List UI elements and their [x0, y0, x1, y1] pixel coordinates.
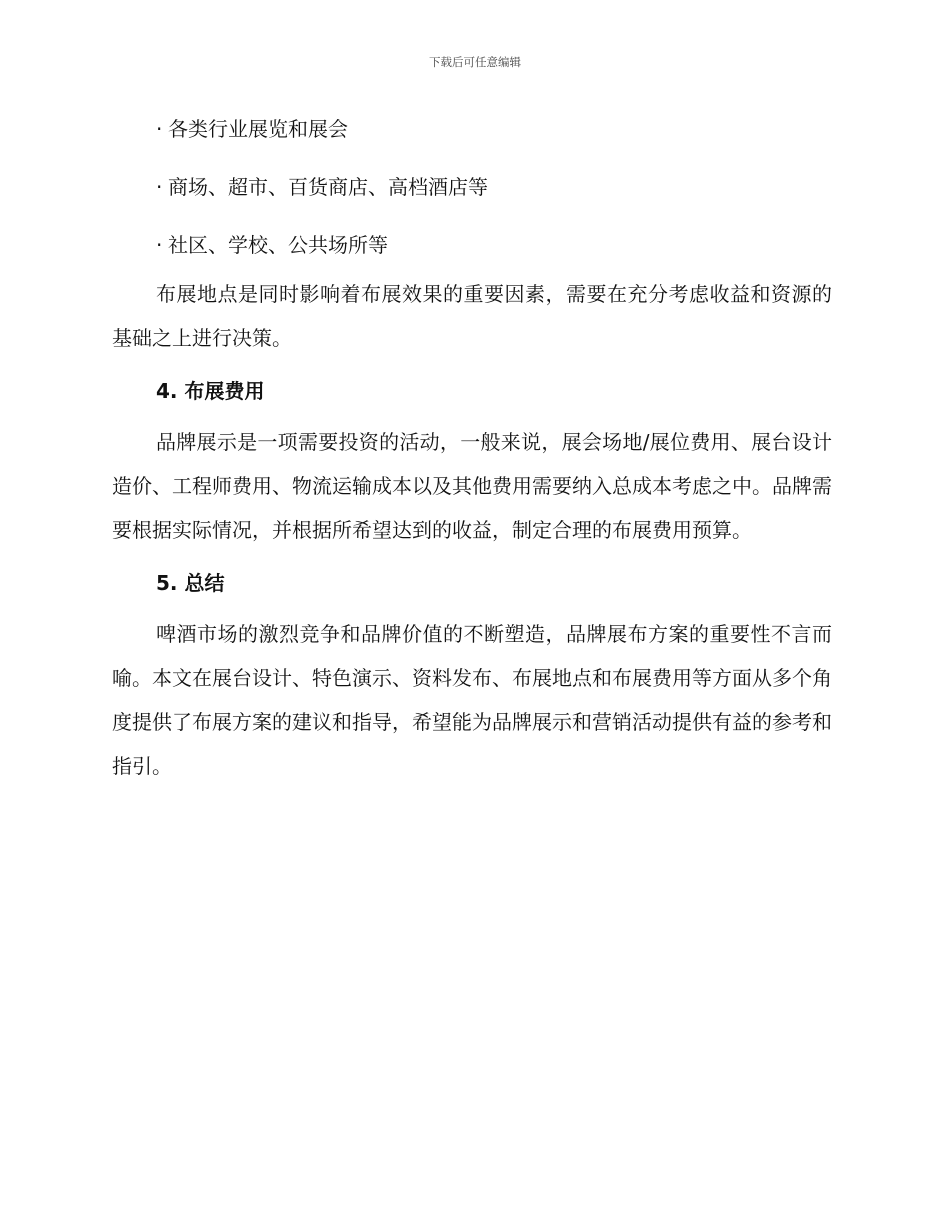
bullet-marker: · — [156, 175, 163, 199]
list-item — [156, 228, 832, 262]
list-item-text: 社区、学校、公共场所等 — [168, 233, 388, 257]
list-item — [156, 170, 832, 204]
list-item-text: 各类行业展览和展会 — [168, 117, 348, 141]
page-header: 下载后可任意编辑 — [429, 55, 521, 69]
cost-paragraph: 品牌展示是一项需要投资的活动，一般来说，展会场地/展位费用、展台设计造价、工程师费用、物流运输成本以及其他费用需要纳入总成本考虑之中。品牌需要根据实际情况，并根据所希望达到的收益，制定合理的布展费用预算。 — [112, 430, 832, 542]
summary-paragraph: 啤酒市场的激烈竞争和品牌价值的不断塑造，品牌展布方案的重要性不言而喻。本文在展台设计、特色演示、资料发布、布展地点和布展费用等方面从多个角度提供了布展方案的建议和指导，希望能为品牌展示和营销活动提供有益的参考和指引。 — [112, 622, 832, 778]
bullet-marker: · — [156, 233, 163, 257]
section-heading-summary: 5. 总结 — [156, 571, 225, 595]
list-item — [156, 112, 832, 146]
bullet-marker: · — [156, 117, 163, 141]
document-body — [112, 112, 832, 788]
location-paragraph: 布展地点是同时影响着布展效果的重要因素，需要在充分考虑收益和资源的基础之上进行决策。 — [112, 282, 832, 350]
list-item-text: 商场、超市、百货商店、高档酒店等 — [168, 175, 488, 199]
section-heading-cost: 4. 布展费用 — [156, 379, 265, 403]
